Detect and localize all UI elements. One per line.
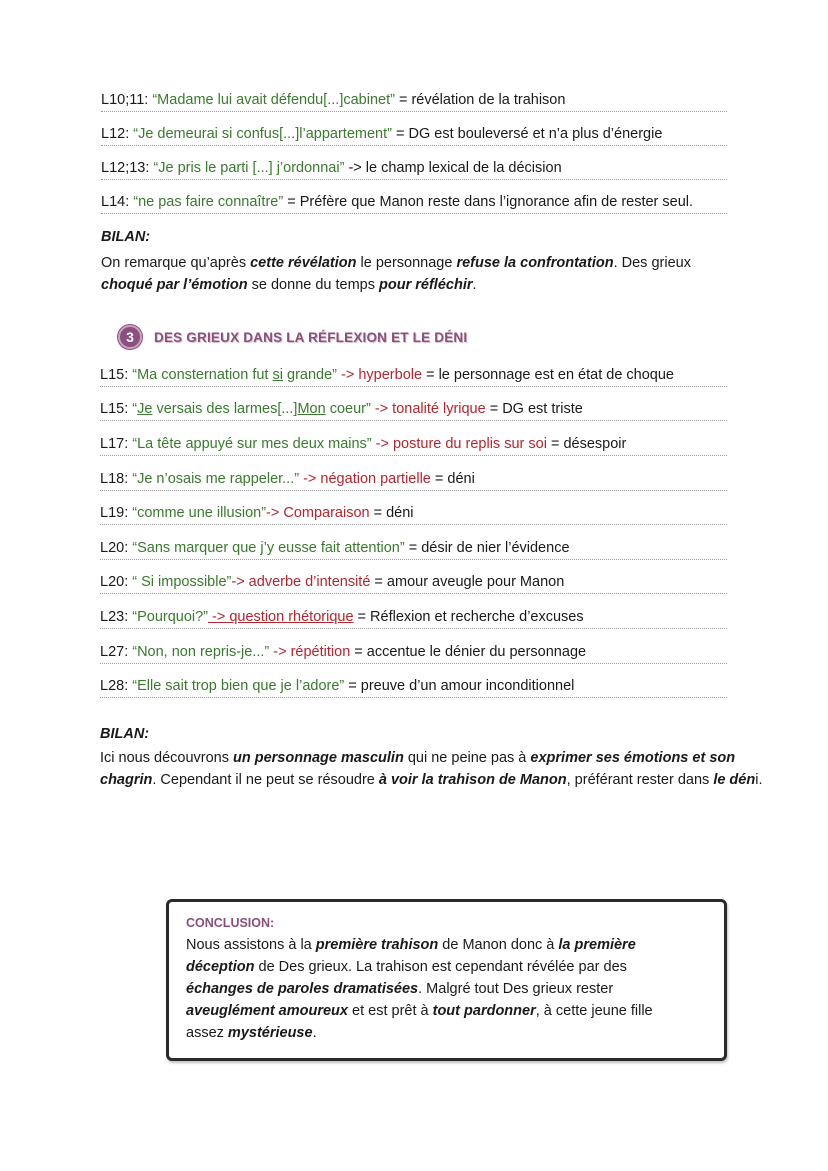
emphasis: le dén: [713, 772, 756, 788]
line-ref: L12:: [101, 126, 134, 142]
conclusion-title: CONCLUSION:: [186, 916, 275, 930]
line-rest: = désir de nier l’évidence: [404, 540, 570, 556]
line-figure: -> négation partielle: [299, 471, 431, 487]
line-ref: L12;13:: [101, 160, 154, 176]
line-quote: “Je n’osais me rappeler...”: [132, 471, 300, 487]
text: et est prêt à: [347, 1003, 433, 1019]
line-quote: “ Si impossible”: [132, 574, 232, 590]
emphasis: pour réfléchir: [379, 277, 473, 293]
text: qui ne peine pas à: [403, 750, 531, 766]
line-quote: “Sans marquer que j’y eusse fait attention”: [132, 540, 405, 556]
emphasis: choqué par l’émotion: [101, 277, 248, 293]
line-rest: = Réflexion et recherche d’excuses: [353, 609, 584, 625]
line-ref: L23:: [100, 609, 133, 625]
line-rest: = DG est triste: [485, 401, 583, 417]
emphasis: cette révélation: [250, 255, 357, 271]
text: . Des grieux: [613, 255, 691, 271]
analysis-line: [100, 572, 727, 594]
line-rest: -> le champ lexical de la décision: [344, 160, 562, 176]
line-quote: “Ma consternation fut: [132, 367, 273, 383]
emphasis: la première: [558, 937, 636, 953]
text: Nous assistons à la: [186, 937, 316, 953]
line-rest: = preuve d’un amour inconditionnel: [344, 678, 575, 694]
line-ref: L17:: [100, 436, 133, 452]
analysis-line: [100, 607, 727, 629]
line-rest: = le personnage est en état de choque: [422, 367, 674, 383]
line-quote: grande”: [282, 367, 337, 383]
analysis-line: [100, 538, 727, 560]
bilan-paragraph: [100, 747, 815, 791]
emphasis: déception: [186, 959, 255, 975]
line-quote: “Madame lui avait défendu[...]cabinet”: [152, 92, 395, 108]
line-rest: = DG est bouleversé et n’a plus d’énergie: [391, 126, 663, 142]
line-ref: L15:: [100, 367, 133, 383]
line-figure: -> répétition: [269, 644, 351, 660]
line-quote: coeur”: [325, 401, 371, 417]
emphasis: aveuglément amoureux: [186, 1003, 348, 1019]
analysis-line: [101, 158, 727, 180]
text: i.: [755, 772, 763, 788]
emphasis: chagrin: [100, 772, 153, 788]
line-quote: “comme une illusion”: [132, 505, 267, 521]
emphasis: exprimer ses émotions et son: [530, 750, 736, 766]
line-figure: -> Comparaison: [266, 505, 370, 521]
line-rest: = révélation de la trahison: [394, 92, 566, 108]
emphasis: première trahison: [315, 937, 439, 953]
emphasis: tout pardonner: [432, 1003, 536, 1019]
text: Ici nous découvrons: [100, 750, 233, 766]
conclusion-box: [166, 899, 727, 1061]
section-heading: [118, 324, 467, 350]
text: se donne du temps: [247, 277, 380, 293]
line-quote: “Je demeurai si confus[...]l’appartement”: [133, 126, 392, 142]
line-rest: = accentue le dénier du personnage: [350, 644, 587, 660]
emphasis: un personnage masculin: [233, 750, 404, 766]
emphasis: à voir la trahison de Manon: [378, 772, 567, 788]
bilan-title: BILAN:: [101, 229, 151, 245]
line-rest: = Préfère que Manon reste dans l’ignorance afin de rester seul.: [283, 194, 694, 210]
section-title: DES GRIEUX DANS LA RÉFLEXION ET LE DÉNI: [154, 329, 468, 345]
line-quote: “Non, non repris-je...”: [132, 644, 270, 660]
line-ref: L20:: [100, 574, 133, 590]
emphasis: mystérieuse: [227, 1025, 313, 1041]
line-rest: = amour aveugle pour Manon: [370, 574, 565, 590]
line-quote: “Pourquoi?”: [132, 609, 209, 625]
line-figure: -> hyperbole: [337, 367, 423, 383]
line-ref: L19:: [100, 505, 133, 521]
analysis-line: [101, 90, 727, 112]
line-quote: “: [132, 401, 138, 417]
text: de Des grieux. La trahison est cependant révélée par des: [254, 959, 627, 975]
line-quote: “La tête appuyé sur mes deux mains”: [132, 436, 372, 452]
line-ref: L27:: [100, 644, 133, 660]
analysis-line: [100, 365, 727, 387]
line-quote: “ne pas faire connaître”: [133, 194, 284, 210]
analysis-line: [101, 192, 727, 214]
line-rest: = désespoir: [546, 436, 627, 452]
line-rest: = déni: [430, 471, 475, 487]
line-ref: L28:: [100, 678, 133, 694]
text: . Cependant il ne peut se résoudre: [152, 772, 379, 788]
text: .: [312, 1025, 317, 1041]
text: .: [472, 277, 477, 293]
line-figure: -> adverbe d’intensité: [231, 574, 371, 590]
emphasis: refuse la confrontation: [456, 255, 614, 271]
line-quote-underlined: Je: [137, 401, 153, 417]
analysis-line: [101, 124, 727, 146]
text: de Manon donc à: [438, 937, 559, 953]
section-number-badge: 3: [118, 325, 142, 349]
text: . Malgré tout Des grieux rester: [418, 981, 614, 997]
text: , préférant rester dans: [566, 772, 714, 788]
line-ref: L18:: [100, 471, 133, 487]
conclusion-text: [186, 934, 708, 1044]
text: assez: [186, 1025, 228, 1041]
analysis-line: [100, 399, 727, 421]
text: On remarque qu’après: [101, 255, 251, 271]
line-ref: L14:: [101, 194, 134, 210]
analysis-line: [100, 503, 727, 525]
line-quote-underlined: si: [272, 367, 283, 383]
line-ref: L10;11:: [101, 92, 153, 108]
text: , à cette jeune fille: [535, 1003, 653, 1019]
line-figure: -> posture du replis sur soi: [371, 436, 547, 452]
analysis-line: [100, 642, 727, 664]
analysis-line: [100, 676, 727, 698]
bilan-paragraph: [101, 252, 741, 296]
emphasis: échanges de paroles dramatisées: [186, 981, 419, 997]
line-ref: L15:: [100, 401, 133, 417]
line-ref: L20:: [100, 540, 133, 556]
line-quote: “Je pris le parti [...] j’ordonnai”: [153, 160, 345, 176]
analysis-line: [100, 469, 727, 491]
line-quote: “Elle sait trop bien que je l’adore”: [132, 678, 345, 694]
text: le personnage: [356, 255, 457, 271]
line-rest: = déni: [369, 505, 414, 521]
bilan-title: BILAN:: [100, 726, 150, 742]
line-quote-underlined: Mon: [297, 401, 326, 417]
analysis-line: [100, 434, 727, 456]
line-figure: -> tonalité lyrique: [370, 401, 486, 417]
line-quote: versais des larmes[...]: [152, 401, 298, 417]
line-figure: -> question rhétorique: [208, 609, 354, 625]
